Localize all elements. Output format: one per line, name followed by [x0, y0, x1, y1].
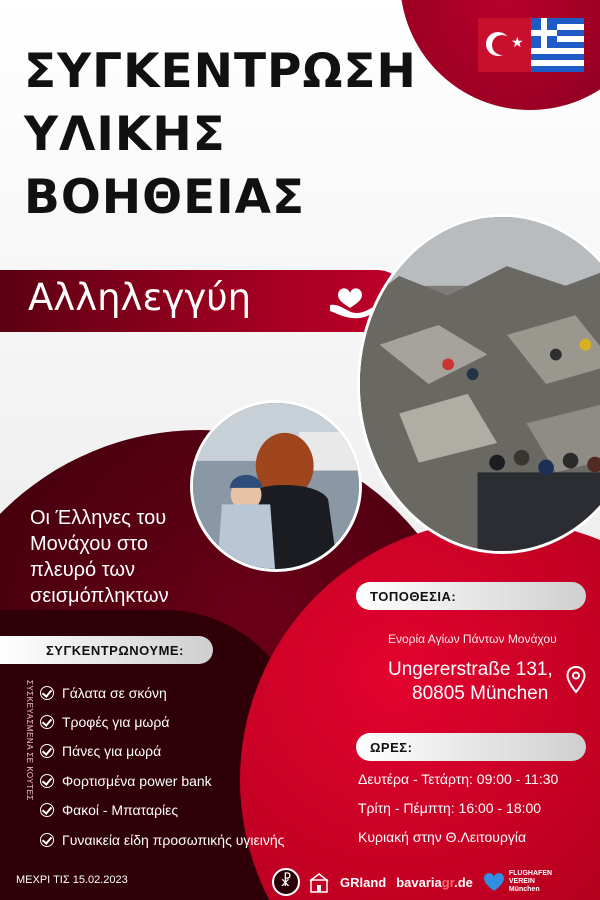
- list-item: [40, 678, 284, 707]
- list-item: [40, 707, 284, 736]
- list-item: [40, 766, 284, 795]
- item-label: Πάνες για μωρά: [62, 743, 162, 760]
- list-item: [40, 825, 284, 854]
- location-label: ΤΟΠΟΘΕΣΙΑ:: [356, 582, 586, 610]
- munchen-word: München: [508, 886, 540, 893]
- family-photo: [190, 400, 362, 572]
- item-label: Γάλατα σε σκόνη: [62, 684, 167, 701]
- bavariagr-logo-c: .de: [454, 874, 473, 890]
- headline: [30, 505, 210, 609]
- check-circle-icon: [40, 833, 54, 847]
- address-street: Ungererstraße 131,: [388, 659, 553, 680]
- hours-row: Τρίτη - Πέμπτη: 16:00 - 18:00: [358, 800, 542, 816]
- item-label: Τροφές για μωρά: [62, 714, 170, 731]
- title-line-2: ΥΛΙΚΗΣ: [24, 107, 226, 162]
- bavariagr-logo: [396, 875, 473, 890]
- turkey-flag: ★: [478, 18, 531, 72]
- item-label: Γυναικεία είδη προσωπικής υγιεινής: [62, 831, 285, 848]
- packaging-note: [22, 680, 36, 840]
- check-circle-icon: [40, 774, 54, 788]
- hours-label: ΩΡΕΣ:: [356, 733, 586, 761]
- verein-word: VEREIN: [508, 878, 535, 885]
- flags: [478, 18, 584, 72]
- headline-line-4: σεισμόπληκτων: [30, 585, 169, 607]
- greece-flag: [531, 18, 584, 72]
- deadline: ΜΕΧΡΙ ΤΙΣ 15.02.2023: [16, 874, 128, 886]
- title-line-3: ΒΟΗΘΕΙΑΣ: [24, 170, 306, 225]
- list-item: [40, 796, 284, 825]
- bavariagr-logo-a: bavaria: [396, 874, 442, 890]
- sponsor-logos: [272, 866, 552, 898]
- list-item: [40, 737, 284, 766]
- bavariagr-logo-b: gr: [441, 874, 455, 890]
- parish-name: Ενορία Αγίων Πάντων Μονάχου: [388, 632, 557, 646]
- check-circle-icon: [40, 686, 54, 700]
- location-pin-icon: [566, 666, 586, 694]
- flughafen-verein-logo: [509, 870, 552, 894]
- flughafen-heart-icon: [483, 872, 505, 892]
- hours-row: Δευτέρα - Τετάρτη: 09:00 - 11:30: [358, 771, 559, 787]
- flughafen-word: FLUGHAFEN: [508, 870, 553, 877]
- check-circle-icon: [40, 744, 54, 758]
- title-line-1: ΣΥΓΚΕΝΤΡΩΣΗ: [24, 44, 417, 99]
- headline-line-1: Οι Έλληνες του: [30, 507, 167, 529]
- parish-seal-logo: [272, 868, 300, 896]
- address: [388, 658, 553, 706]
- headline-line-3: πλευρό των: [30, 559, 135, 581]
- banner-text: Αλληλεγγύη: [28, 276, 252, 319]
- page-title: [24, 40, 417, 229]
- headline-line-2: Μονάχου στο: [30, 533, 149, 555]
- check-circle-icon: [40, 803, 54, 817]
- collect-label: ΣΥΓΚΕΝΤΡΩΝΟΥΜΕ:: [0, 636, 213, 664]
- earthquake-photo: [357, 214, 600, 554]
- hours-row: Κυριακή στην Θ.Λειτουργία: [358, 829, 527, 845]
- packaging-note-text: ΣΥΣΚΕΥΑΣΜΕΝΑ ΣΕ ΚΟΥΤΕΣ: [25, 680, 34, 801]
- grland-logo: GRland: [340, 874, 387, 890]
- hours-list: [358, 771, 558, 858]
- address-city: 80805 München: [412, 683, 549, 704]
- church-logo: [308, 871, 330, 893]
- item-label: Φορτισμένα power bank: [62, 772, 212, 789]
- items-list: [40, 678, 284, 854]
- check-circle-icon: [40, 715, 54, 729]
- item-label: Φακοί - Μπαταρίες: [62, 802, 179, 819]
